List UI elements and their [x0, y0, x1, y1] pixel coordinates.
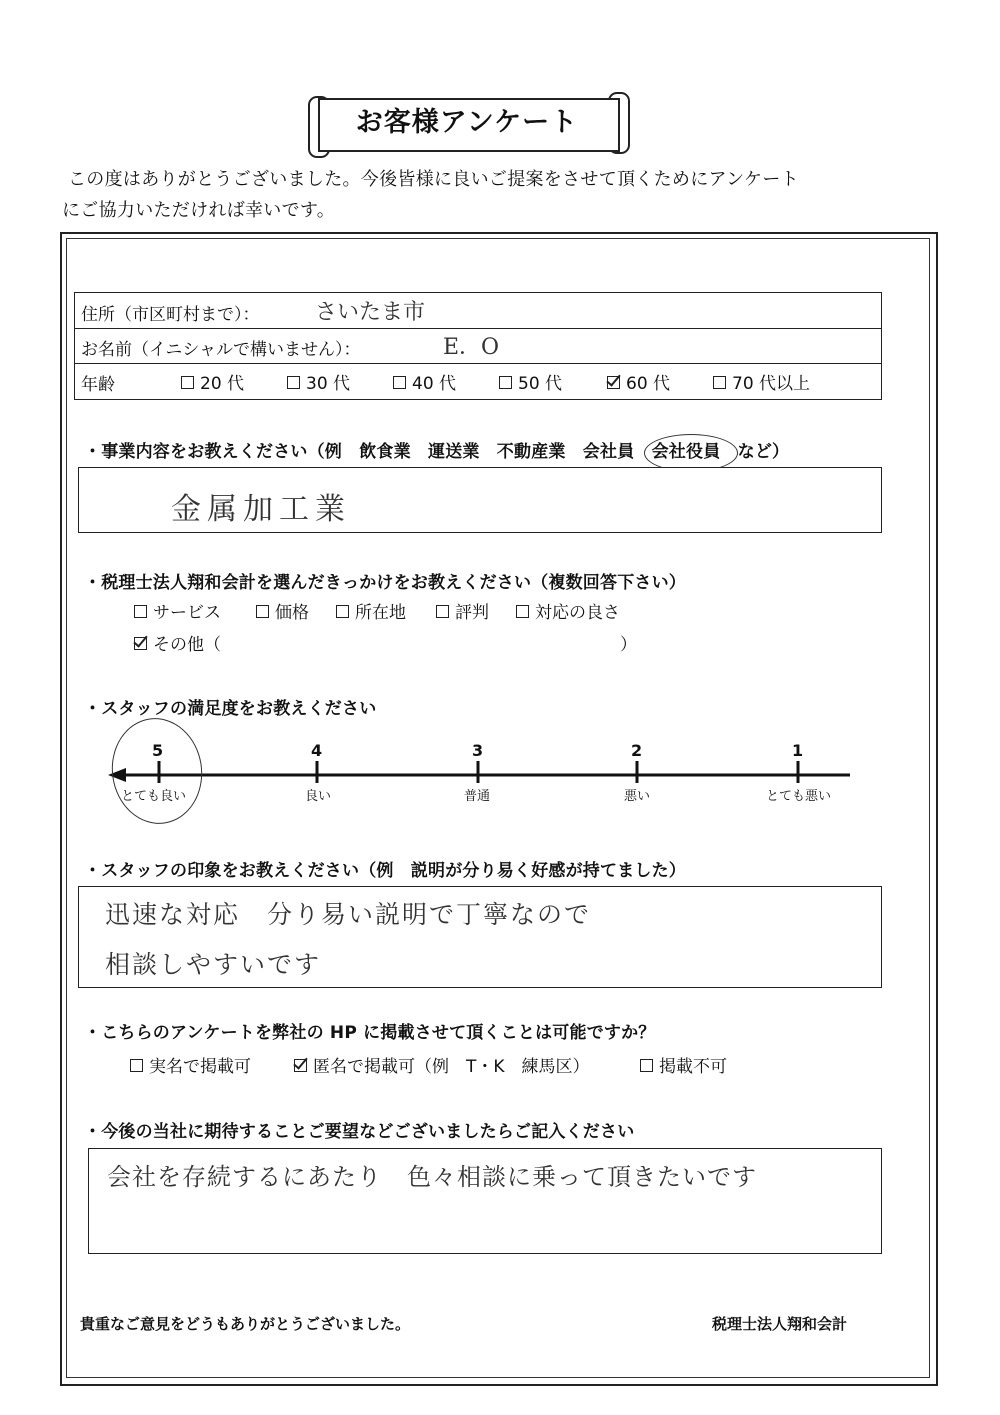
reason-option-label: 評判 — [455, 603, 489, 623]
scale-num-1: 1 — [792, 741, 804, 760]
reason-other-label: その他（ — [153, 635, 221, 655]
business-question — [84, 437, 789, 462]
reason-option-label: 対応の良さ — [535, 603, 620, 623]
info-table — [74, 292, 882, 400]
impression-answer-line-1: 迅速な対応 分り易い説明で丁寧なので — [105, 900, 592, 929]
reason-checkbox[interactable] — [436, 605, 449, 618]
publish-question: ・こちらのアンケートを弊社の HP に掲載させて頂くことは可能ですか？ — [84, 1023, 656, 1043]
address-row — [75, 293, 881, 329]
reason-checkbox[interactable] — [256, 605, 269, 618]
scale-num-4: 4 — [311, 741, 323, 760]
age-option-60[interactable] — [607, 369, 670, 394]
reason-option-label: サービス — [153, 603, 221, 623]
scale-label-3[interactable]: 普通 — [464, 789, 491, 804]
age-checkbox[interactable] — [287, 376, 300, 389]
age-option-70plus[interactable] — [713, 369, 810, 394]
satisfaction-question: ・スタッフの満足度をお教えください — [84, 699, 377, 719]
impression-answer-box[interactable] — [78, 886, 882, 988]
age-option-20[interactable] — [181, 369, 244, 394]
reason-option-price[interactable] — [256, 598, 309, 623]
reason-checkbox-checked[interactable] — [134, 637, 147, 650]
business-answer: 金属加工業 — [171, 492, 351, 527]
age-option-label: 50 代 — [518, 374, 563, 394]
reason-option-reputation[interactable] — [436, 598, 489, 623]
intro-line-1: この度はありがとうございました。今後皆様に良いご提案をさせて頂くためにアンケート — [68, 169, 799, 190]
reason-question: ・税理士法人翔和会計を選んだきっかけをお教えください（複数回答下さい） — [84, 573, 686, 593]
age-option-30[interactable] — [287, 369, 350, 394]
address-label: 住所（市区町村まで）： — [81, 305, 260, 325]
request-answer-box[interactable] — [88, 1148, 882, 1254]
publish-checkbox[interactable] — [640, 1059, 653, 1072]
reason-option-label: 価格 — [275, 603, 309, 623]
impression-question: ・スタッフの印象をお教えください（例 説明が分り易く好感が持てました） — [84, 861, 686, 881]
age-option-40[interactable] — [393, 369, 456, 394]
business-circled-option — [652, 442, 721, 462]
page-title: お客様アンケート — [355, 107, 579, 138]
reason-checkbox[interactable] — [336, 605, 349, 618]
business-circled-label: 会社役員 — [651, 442, 721, 462]
scale-num-2: 2 — [631, 741, 643, 760]
reason-option-location[interactable] — [336, 598, 406, 623]
name-row — [75, 328, 881, 364]
name-value[interactable]: E．O — [443, 335, 500, 360]
age-option-label: 60 代 — [626, 374, 671, 394]
age-checkbox[interactable] — [393, 376, 406, 389]
publish-checkbox-checked[interactable] — [294, 1059, 307, 1072]
publish-option-anonymous[interactable] — [294, 1052, 590, 1077]
name-label: お名前（イニシャルで構いません）： — [81, 340, 361, 360]
publish-option-not-allowed[interactable] — [640, 1052, 727, 1077]
age-checkbox[interactable] — [181, 376, 194, 389]
age-checkbox-checked[interactable] — [607, 376, 620, 389]
business-answer-box[interactable] — [78, 467, 882, 533]
publish-option-label: 匿名で掲載可（例 T・K 練馬区） — [313, 1057, 590, 1077]
reason-option-service[interactable] — [134, 598, 221, 623]
reason-other-close: ） — [620, 635, 637, 655]
publish-option-real-name[interactable] — [130, 1052, 251, 1077]
request-answer: 会社を存続するにあたり 色々相談に乗って頂きたいです — [107, 1163, 757, 1191]
scale-label-5[interactable]: とても良い — [121, 789, 187, 804]
age-option-50[interactable] — [499, 369, 562, 394]
age-option-label: 70 代以上 — [732, 374, 811, 394]
scale-label-2[interactable]: 悪い — [624, 789, 651, 804]
publish-option-label: 実名で掲載可 — [149, 1057, 251, 1077]
business-question-tail: など） — [720, 442, 790, 462]
business-question-text: ・事業内容をお教えください（例 飲食業 運送業 不動産業 会社員 — [84, 442, 652, 462]
address-value[interactable]: さいたま市 — [315, 300, 426, 325]
scale-num-5: 5 — [152, 741, 164, 760]
scale-num-3: 3 — [472, 741, 484, 760]
scale-label-1[interactable]: とても悪い — [766, 789, 832, 804]
reason-option-response[interactable] — [516, 598, 620, 623]
age-option-label: 40 代 — [412, 374, 457, 394]
reason-checkbox[interactable] — [516, 605, 529, 618]
footer-thanks: 貴重なご意見をどうもありがとうございました。 — [80, 1315, 411, 1333]
age-checkbox[interactable] — [499, 376, 512, 389]
impression-answer-line-2: 相談しやすいです — [105, 950, 322, 979]
age-option-label: 20 代 — [200, 374, 245, 394]
request-question: ・今後の当社に期待することご要望などございましたらご記入ください — [84, 1122, 635, 1142]
age-option-label: 30 代 — [306, 374, 351, 394]
footer-company: 税理士法人翔和会計 — [712, 1315, 848, 1333]
age-row — [75, 363, 881, 398]
age-checkbox[interactable] — [713, 376, 726, 389]
scale-label-4[interactable]: 良い — [305, 789, 332, 804]
publish-option-label: 掲載不可 — [659, 1057, 727, 1077]
reason-option-other[interactable] — [134, 630, 221, 655]
reason-checkbox[interactable] — [134, 605, 147, 618]
intro-line-2: にご協力いただければ幸いです。 — [62, 200, 336, 221]
publish-checkbox[interactable] — [130, 1059, 143, 1072]
reason-option-label: 所在地 — [355, 603, 406, 623]
age-label: 年齢 — [81, 375, 115, 395]
